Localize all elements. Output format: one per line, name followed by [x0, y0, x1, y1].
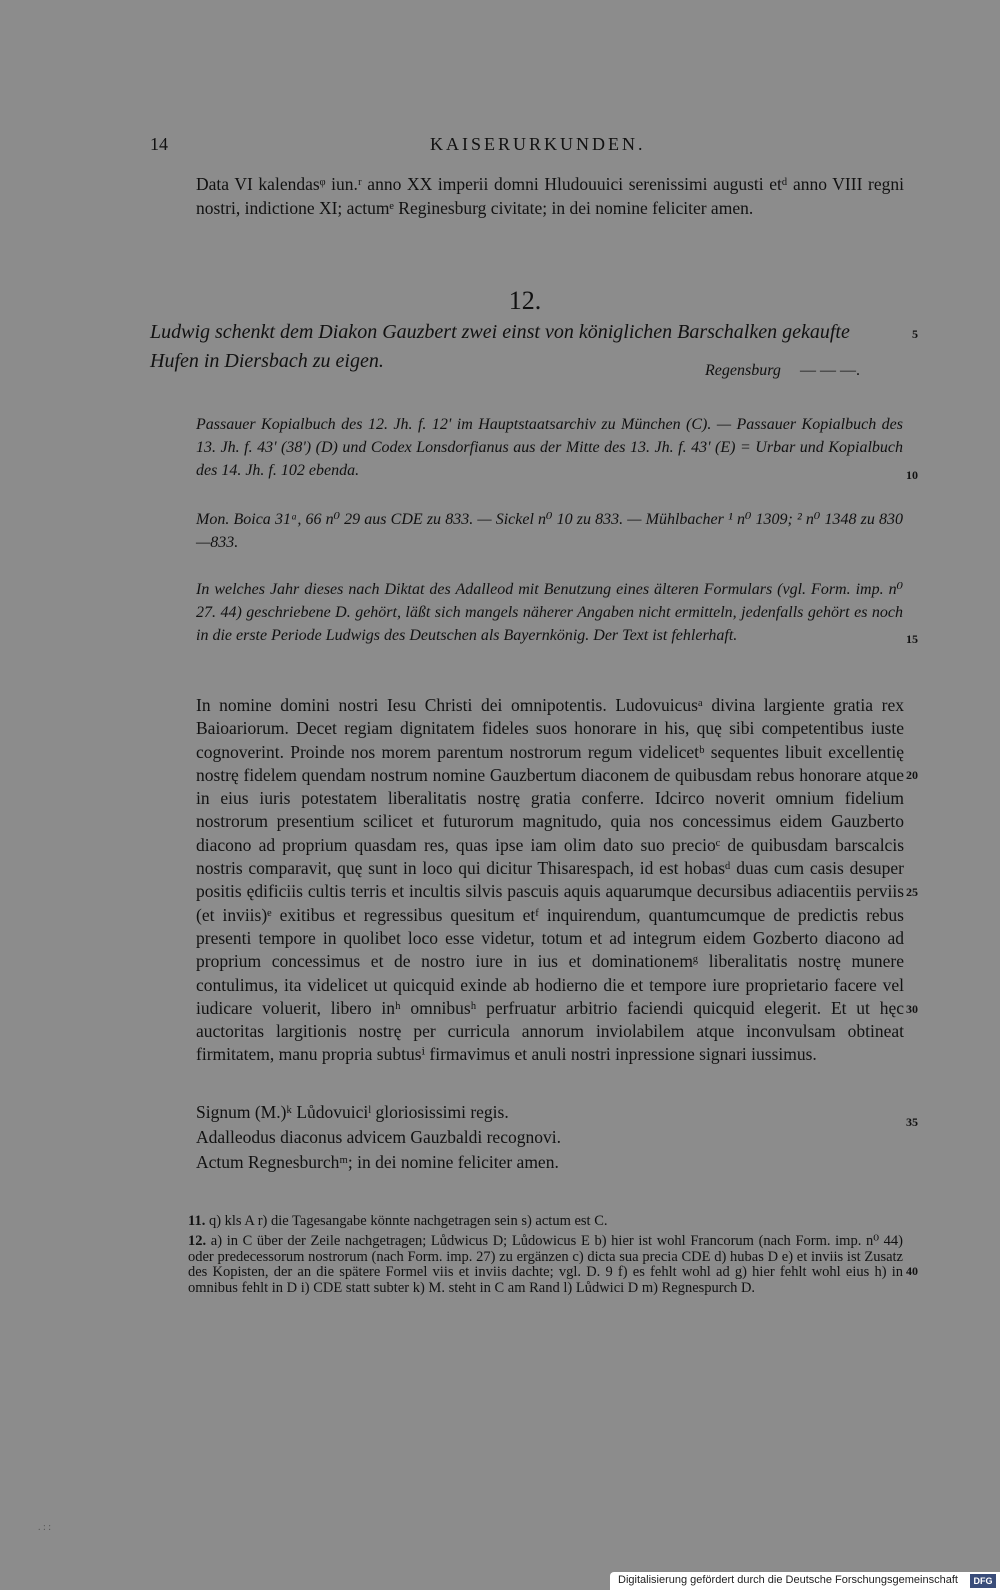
footer-text: Digitalisierung gefördert durch die Deutsche Forschungsgemeinschaft: [618, 1574, 958, 1586]
actum-line: Actum Regnesburchᵐ; in dei nomine feliciter amen.: [196, 1152, 559, 1172]
line-number: 20: [906, 768, 918, 782]
line-number: 30: [906, 1002, 918, 1016]
footnote-11: [188, 1214, 903, 1230]
commentary: In welches Jahr dieses nach Diktat des Adalleod mit Benutzung eines älteren Formulars (vgl. Form. imp. n⁰ 27. 44) geschriebene D. gehört, läßt sich mangels näherer Angaben nicht ermitteln, jedenfalls gehört es noch in die erste Periode Ludwigs des Deutschen als Bayernkönig. Der Text ist fehlerhaft.: [196, 581, 903, 644]
scan-corner-mark: . : :: [38, 1522, 52, 1533]
line-number: 25: [906, 885, 918, 899]
footnote-text: a) in C über der Zeile nachgetragen; Lůdwicus D; Lůdowicus E b) hier ist wohl Francorum (nach Form. imp. n⁰ 44) oder predecessorum nostrorum (nach Form. imp. 27) zu ergänzen c) dicta sua precia CDE d) hubas D e) et inviis ist Zusatz des Kopisten, der an die spätere Formel viis et inviis dachte; vgl. D. 9 f) es fehlt wohl ad g) hier fehlt wohl eius h) in omnibus fehlt in D i) CDE statt subter k) M. steht in C am Rand l) Lůdwici D m) Regnespurch D.: [188, 1233, 904, 1296]
regest: Ludwig schenkt dem Diakon Gauzbert zwei einst von königlichen Barschalken gekaufte Hufen in Diersbach zu eigen.: [150, 321, 850, 372]
line-number: 10: [906, 468, 918, 482]
issue-place: Regensburg: [705, 362, 781, 379]
footnote-label: 11.: [188, 1213, 206, 1229]
dfg-logo-icon: DFG: [970, 1574, 996, 1588]
footnote-text: q) kls A r) die Tagesangabe könnte nachgetragen sein s) actum est C.: [208, 1213, 608, 1229]
footnote-label: 12.: [188, 1233, 207, 1249]
issue-date-placeholder: — — —.: [800, 362, 860, 379]
line-number: 35: [906, 1115, 918, 1129]
running-title: KAISERURKUNDEN.: [430, 134, 646, 154]
document-number: 12.: [508, 286, 542, 315]
line-number: 40: [906, 1264, 918, 1278]
literature: Mon. Boica 31ᵃ, 66 n⁰ 29 aus CDE zu 833. — Sickel n⁰ 10 zu 833. — Mühlbacher ¹ n⁰ 1309; ² n⁰ 1348 zu 830—833.: [196, 511, 903, 551]
previous-document-ending: Data VI kalendasᵠ iun.ʳ anno XX imperii domni Hludouuici serenissimi augusti etᵈ anno VIII regni nostri, indictione XI; actumᵉ Reginesburg civitate; in dei nomine feliciter amen.: [196, 174, 904, 218]
line-number: 15: [906, 632, 918, 646]
recognition-line: Adalleodus diaconus advicem Gauzbaldi recognovi.: [196, 1127, 561, 1147]
line-number: 5: [912, 327, 918, 341]
digitization-footer: [610, 1572, 1000, 1590]
footnote-12: [188, 1234, 903, 1296]
page-number: 14: [150, 134, 168, 154]
charter-text: In nomine domini nostri Iesu Christi dei omnipotentis. Ludovuicusᵃ divina largiente gratia rex Baioariorum. Decet regiam dignitatem fideles suos honorare in his, quę sibi competentibus iuste cognoverint. Proinde nos morem parentum nostrorum regum videlicetᵇ sequentes libuit excellentię nostrę fidelem quendam nostrum nomine Gauzbertum diaconem de quibusdam rebus honorare atque in eius iuris potestatem liberalitatis nostrę gratia conferre. Idcirco noverit omnium fidelium nostrorum presentium scilicet et futurorum magnitudo, quia nos concessimus eidem Gauzberto diacono ad proprium quasdam res, quas ipse iam olim dato suo precioᶜ de quibusdam barscalcis nostris comparavit, quę sunt in loco qui dicitur Thisarespach, id est hobasᵈ duas cum casis desuper positis ędificiis cultis terris et incultis silvis pascuis aquis aquarumque decursibus adiacentiis perviis (et inviis)ᵉ exitibus et regressibus quesitum etᶠ inquirendum, quantumcumque de predictis rebus presenti tempore in quolibet loco esse videtur, totum et ad integrum eidem Gozberto diacono ad proprium concessimus et de nostro iure in ius et dominationemᵍ liberalitatis nostrę munere contulimus, ita videlicet ut quicquid exinde ab hodierno die et tempore iure proprietario facere vel iudicare voluerit, libero inʰ omnibusʰ perfruatur arbitrio faciendi quicquid elegerit. Et ut hęc auctoritas largitionis nostrę per curricula annorum inviolabilem atque inconvulsam obtineat firmitatem, manu propria subtusⁱ firmavimus et anuli nostri inpressione signari iussimus.: [196, 695, 904, 1065]
manuscript-sources: Passauer Kopialbuch des 12. Jh. f. 12' im Hauptstaatsarchiv zu München (C). — Passauer Kopialbuch des 13. Jh. f. 43' (38') (D) und Codex Lonsdorfianus aus der Mitte des 13. Jh. f. 43' (E) = Urbar und Kopialbuch des 14. Jh. f. 102 ebenda.: [196, 416, 903, 479]
signum-line: Signum (M.)ᵏ Lůdovuiciˡ gloriosissimi regis.: [196, 1102, 509, 1122]
